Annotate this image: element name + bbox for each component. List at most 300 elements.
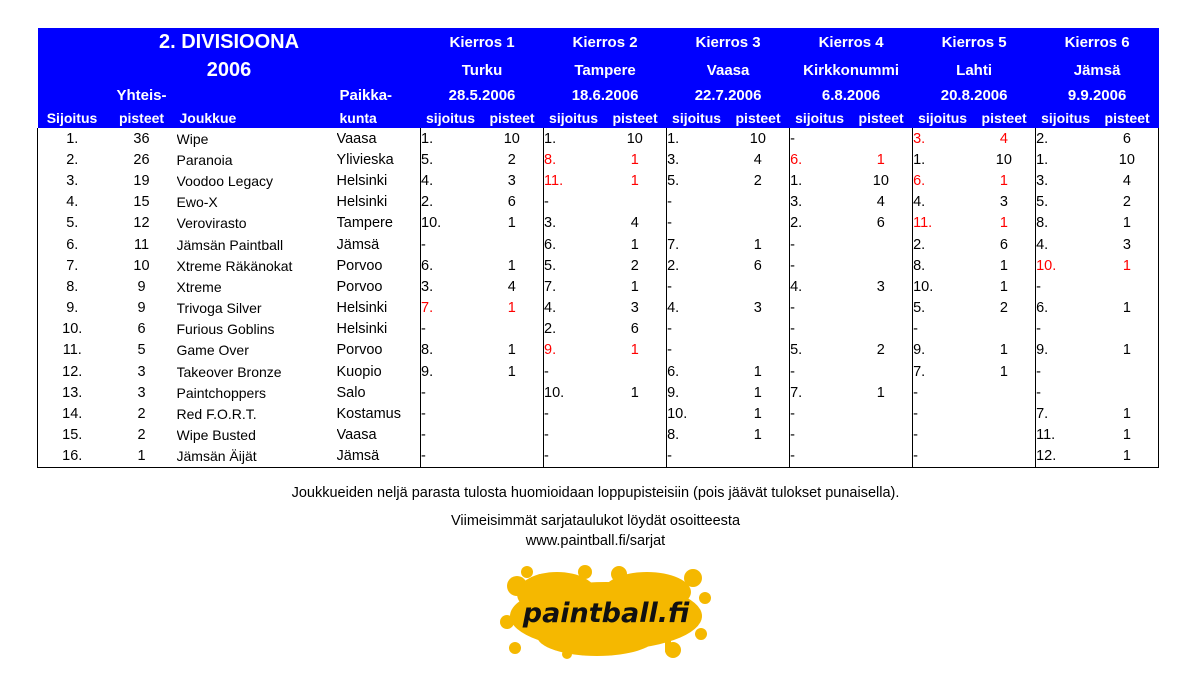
round-position-cell: - xyxy=(544,406,549,423)
round-position-cell: 4. xyxy=(544,300,557,317)
city-cell: Ylivieska xyxy=(337,149,421,170)
sub-points-label: pisteet xyxy=(850,107,913,128)
round-position-cell: 5. xyxy=(667,172,680,189)
round-position-cell: 2. xyxy=(1036,130,1049,147)
round-points-cell: 1 xyxy=(1096,446,1159,468)
round-position-cell: - xyxy=(544,363,549,380)
round-position-cell: 5. xyxy=(421,151,434,168)
logo-text: paintball.fi xyxy=(522,598,690,629)
round-position-cell: 4. xyxy=(667,300,680,317)
round-position-cell: - xyxy=(790,363,795,380)
round-place: Jämsä xyxy=(1036,56,1159,84)
division-title: 2. DIVISIOONA xyxy=(38,28,421,56)
round-position-cell: 10. xyxy=(913,278,934,295)
round-position-cell: 2. xyxy=(667,257,680,274)
round-points-cell xyxy=(973,382,1036,403)
col-total-label-1: Yhteis- xyxy=(107,84,177,107)
round-position-cell: - xyxy=(913,427,918,444)
city-cell: Jämsä xyxy=(337,234,421,255)
city-cell: Helsinki xyxy=(337,319,421,340)
round-position-cell: 5. xyxy=(544,257,557,274)
round-position-cell: - xyxy=(544,446,604,468)
round-place: Vaasa xyxy=(667,56,790,84)
round-points-cell xyxy=(1096,319,1159,340)
col-city-label-2: kunta xyxy=(337,107,421,128)
round-position-cell: 3. xyxy=(667,151,680,168)
round-position-cell: 11. xyxy=(913,215,933,232)
round-position-cell: - xyxy=(790,300,795,317)
team-name-cell: Ewo-X xyxy=(176,194,218,211)
team-name-cell: Red F.O.R.T. xyxy=(176,406,257,423)
round-position-cell: 5. xyxy=(1036,194,1049,211)
sub-points-label: pisteet xyxy=(1096,107,1159,128)
round-position-cell: 2. xyxy=(790,215,803,232)
total-points-cell: 9 xyxy=(137,300,146,317)
city-cell: Helsinki xyxy=(337,298,421,319)
round-position-cell: 10. xyxy=(544,384,565,401)
round-position-cell: - xyxy=(790,446,850,468)
team-name-cell: Takeover Bronze xyxy=(176,363,282,380)
round-points-cell: 10 xyxy=(727,128,790,149)
round-position-cell: 7. xyxy=(1036,406,1049,423)
round-place: Tampere xyxy=(544,56,667,84)
round-points-cell: 2 xyxy=(604,255,667,276)
round-points-cell xyxy=(850,361,913,382)
round-points-cell xyxy=(727,340,790,361)
round-points-cell: 1 xyxy=(604,382,667,403)
round-position-cell: - xyxy=(667,278,672,295)
footer-note: Joukkueiden neljä parasta tulosta huomioidaan loppupisteisiin (pois jäävät tulokset punaisella). xyxy=(291,485,900,501)
round-position-cell: 1. xyxy=(1036,151,1049,168)
round-position-cell: 3. xyxy=(790,194,803,211)
round-position-cell: 7. xyxy=(790,384,803,401)
round-position-cell: 2. xyxy=(544,321,557,338)
city-cell: Porvoo xyxy=(337,255,421,276)
total-points-cell: 1 xyxy=(107,446,177,468)
table-row xyxy=(38,382,1159,403)
round-position-cell: 7. xyxy=(913,363,926,380)
round-points-cell xyxy=(850,446,913,468)
round-name: Kierros 6 xyxy=(1036,28,1159,56)
round-points-cell xyxy=(1096,382,1159,403)
round-points-cell: 1 xyxy=(850,382,913,403)
round-points-cell xyxy=(727,192,790,213)
round-place: Turku xyxy=(421,56,544,84)
round-position-cell: - xyxy=(1036,384,1041,401)
round-position-cell: 3. xyxy=(1036,172,1049,189)
sub-position-label: sijoitus xyxy=(913,107,973,128)
total-points-cell: 10 xyxy=(133,257,150,274)
round-position-cell: - xyxy=(544,194,549,211)
paintball-logo xyxy=(497,564,715,660)
round-position-cell: 8. xyxy=(1036,215,1049,232)
sub-points-label: pisteet xyxy=(973,107,1036,128)
round-position-cell: 10. xyxy=(1036,257,1057,274)
city-cell: Helsinki xyxy=(337,170,421,191)
round-position-cell: - xyxy=(421,446,481,468)
round-position-cell: - xyxy=(667,321,672,338)
footer-link-text: Viimeisimmät sarjataulukot löydät osoitteesta xyxy=(450,513,741,529)
round-position-cell: 9. xyxy=(421,363,434,380)
round-position-cell: 1. xyxy=(667,130,680,147)
round-points-cell: 1 xyxy=(973,170,1036,191)
round-points-cell xyxy=(850,128,913,149)
round-date: 18.6.2006 xyxy=(544,84,667,107)
position-cell: 15. xyxy=(38,425,107,446)
round-position-cell: 4. xyxy=(1036,236,1049,253)
col-position-label: Sijoitus xyxy=(38,107,107,128)
header-spacer xyxy=(177,84,337,107)
round-points-cell: 1 xyxy=(727,403,790,424)
round-points-cell xyxy=(481,446,544,468)
round-points-cell: 1 xyxy=(973,340,1036,361)
team-name-cell: Jämsän Paintball xyxy=(176,236,284,253)
round-position-cell: 9. xyxy=(1036,342,1049,359)
round-position-cell: - xyxy=(790,406,795,423)
round-position-cell: 1. xyxy=(790,172,803,189)
round-position-cell: 6. xyxy=(667,363,680,380)
position-cell: 5. xyxy=(38,213,107,234)
round-position-cell: - xyxy=(544,427,549,444)
sub-position-label: sijoitus xyxy=(421,107,481,128)
round-position-cell: 3. xyxy=(421,278,434,295)
round-position-cell: 2. xyxy=(421,194,434,211)
round-position-cell: 11. xyxy=(544,172,564,189)
table-row xyxy=(38,276,1159,297)
round-position-cell: - xyxy=(1036,278,1041,295)
table-row xyxy=(38,425,1159,446)
round-name: Kierros 4 xyxy=(790,28,913,56)
round-position-cell: - xyxy=(421,321,426,338)
round-position-cell: 6. xyxy=(913,172,926,189)
round-points-cell: 4 xyxy=(481,276,544,297)
round-points-cell: 1 xyxy=(1096,403,1159,424)
round-position-cell: - xyxy=(790,321,795,338)
total-points-cell: 15 xyxy=(133,194,150,211)
round-position-cell: 4. xyxy=(790,278,803,295)
round-points-cell xyxy=(481,403,544,424)
round-points-cell: 4 xyxy=(727,149,790,170)
team-name-cell: Jämsän Äijät xyxy=(177,446,337,468)
total-points-cell: 3 xyxy=(137,363,146,380)
round-points-cell: 4 xyxy=(850,192,913,213)
round-points-cell xyxy=(1096,361,1159,382)
round-points-cell: 3 xyxy=(727,298,790,319)
round-position-cell: 5. xyxy=(790,342,803,359)
round-points-cell: 4 xyxy=(973,128,1036,149)
position-cell: 1. xyxy=(38,128,107,149)
round-points-cell: 1 xyxy=(604,149,667,170)
round-date: 28.5.2006 xyxy=(421,84,544,107)
round-points-cell xyxy=(727,213,790,234)
round-points-cell: 1 xyxy=(850,149,913,170)
city-cell: Salo xyxy=(337,382,421,403)
round-points-cell xyxy=(850,425,913,446)
season-year: 2006 xyxy=(38,56,421,84)
position-cell: 4. xyxy=(38,192,107,213)
city-cell: Vaasa xyxy=(337,128,421,149)
total-points-cell: 36 xyxy=(133,130,150,147)
round-points-cell: 1 xyxy=(604,234,667,255)
round-points-cell: 6 xyxy=(973,234,1036,255)
round-points-cell: 1 xyxy=(973,276,1036,297)
round-position-cell: 6. xyxy=(421,257,434,274)
round-points-cell: 2 xyxy=(1096,192,1159,213)
round-points-cell xyxy=(481,234,544,255)
round-position-cell: - xyxy=(1036,363,1041,380)
city-cell: Kuopio xyxy=(337,361,421,382)
round-position-cell: 7. xyxy=(667,236,680,253)
round-points-cell: 4 xyxy=(1096,170,1159,191)
round-position-cell: 1. xyxy=(544,130,557,147)
round-points-cell: 3 xyxy=(973,192,1036,213)
footer-url: www.paintball.fi/sarjat xyxy=(525,533,666,549)
total-points-cell: 19 xyxy=(133,172,150,189)
round-points-cell: 1 xyxy=(727,234,790,255)
round-position-cell: 9. xyxy=(913,342,926,359)
team-name-cell: Paranoia xyxy=(176,151,233,168)
round-name: Kierros 2 xyxy=(544,28,667,56)
round-position-cell: 7. xyxy=(421,300,434,317)
total-points-cell: 6 xyxy=(137,321,146,338)
round-points-cell: 1 xyxy=(481,340,544,361)
round-points-cell xyxy=(1096,276,1159,297)
position-cell: 12. xyxy=(38,361,107,382)
round-position-cell: - xyxy=(421,406,426,423)
team-name-cell: Wipe Busted xyxy=(176,427,256,444)
round-points-cell: 1 xyxy=(604,340,667,361)
round-position-cell: 9. xyxy=(667,384,680,401)
position-cell: 6. xyxy=(38,234,107,255)
round-points-cell: 10 xyxy=(973,149,1036,170)
position-cell: 14. xyxy=(38,403,107,424)
round-position-cell: 3. xyxy=(544,215,557,232)
round-points-cell xyxy=(973,425,1036,446)
round-points-cell: 3 xyxy=(1096,234,1159,255)
col-city-label-1: Paikka- xyxy=(337,84,421,107)
round-points-cell xyxy=(604,425,667,446)
round-points-cell xyxy=(727,446,790,468)
total-points-cell: 2 xyxy=(137,406,146,423)
city-cell: Jämsä xyxy=(337,446,421,468)
city-cell: Porvoo xyxy=(337,276,421,297)
round-points-cell: 3 xyxy=(850,276,913,297)
city-cell: Tampere xyxy=(337,213,421,234)
round-position-cell: 6. xyxy=(544,236,557,253)
team-name-cell: Trivoga Silver xyxy=(176,300,262,317)
round-position-cell: - xyxy=(913,406,918,423)
position-cell: 16. xyxy=(38,446,107,468)
round-points-cell: 6 xyxy=(1096,128,1159,149)
round-position-cell: 5. xyxy=(913,300,926,317)
round-points-cell xyxy=(481,425,544,446)
team-name-cell: Verovirasto xyxy=(176,215,247,232)
round-points-cell: 1 xyxy=(1096,298,1159,319)
city-cell: Porvoo xyxy=(337,340,421,361)
round-points-cell: 10 xyxy=(850,170,913,191)
sub-position-label: sijoitus xyxy=(544,107,604,128)
position-cell: 9. xyxy=(38,298,107,319)
round-points-cell: 1 xyxy=(1096,213,1159,234)
round-points-cell: 10 xyxy=(481,128,544,149)
round-position-cell: - xyxy=(421,427,426,444)
sub-position-label: sijoitus xyxy=(790,107,850,128)
round-position-cell: 4. xyxy=(421,172,434,189)
round-points-cell xyxy=(850,319,913,340)
total-points-cell: 3 xyxy=(137,384,146,401)
round-points-cell: 6 xyxy=(604,319,667,340)
table-row xyxy=(38,192,1159,213)
round-date: 9.9.2006 xyxy=(1036,84,1159,107)
table-body xyxy=(38,128,1159,468)
team-name-cell: Paintchoppers xyxy=(176,384,267,401)
position-cell: 2. xyxy=(38,149,107,170)
position-cell: 11. xyxy=(38,340,107,361)
round-position-cell: - xyxy=(421,384,426,401)
round-points-cell xyxy=(727,276,790,297)
team-name-cell: Xtreme Räkänokat xyxy=(176,257,293,274)
round-position-cell: 2. xyxy=(913,236,926,253)
round-points-cell: 1 xyxy=(727,361,790,382)
standings-table xyxy=(37,28,1159,468)
sub-position-label: sijoitus xyxy=(1036,107,1096,128)
table-row xyxy=(38,340,1159,361)
round-points-cell xyxy=(850,255,913,276)
round-points-cell xyxy=(973,403,1036,424)
round-position-cell: - xyxy=(1036,321,1041,338)
round-points-cell: 1 xyxy=(973,213,1036,234)
total-points-cell: 5 xyxy=(137,342,146,359)
round-points-cell: 1 xyxy=(604,276,667,297)
round-points-cell xyxy=(850,403,913,424)
round-points-cell: 1 xyxy=(973,255,1036,276)
round-points-cell: 1 xyxy=(1096,425,1159,446)
round-position-cell: - xyxy=(667,215,672,232)
round-position-cell: 9. xyxy=(544,342,557,359)
team-name-cell: Voodoo Legacy xyxy=(176,172,274,189)
round-position-cell: 6. xyxy=(1036,300,1049,317)
round-position-cell: 8. xyxy=(667,427,680,444)
round-position-cell: - xyxy=(913,321,918,338)
round-points-cell: 4 xyxy=(604,213,667,234)
round-position-cell: - xyxy=(667,342,672,359)
sub-points-label: pisteet xyxy=(481,107,544,128)
round-points-cell: 3 xyxy=(481,170,544,191)
round-date: 6.8.2006 xyxy=(790,84,913,107)
round-points-cell xyxy=(727,319,790,340)
round-points-cell xyxy=(850,234,913,255)
round-points-cell: 6 xyxy=(850,213,913,234)
round-points-cell: 10 xyxy=(1096,149,1159,170)
round-points-cell: 10 xyxy=(604,128,667,149)
round-position-cell: 8. xyxy=(421,342,434,359)
round-position-cell: 1. xyxy=(913,151,926,168)
table-row xyxy=(38,255,1159,276)
round-place: Lahti xyxy=(913,56,1036,84)
round-position-cell: 10. xyxy=(421,215,442,232)
round-points-cell: 1 xyxy=(1096,340,1159,361)
table-row xyxy=(38,361,1159,382)
round-points-cell: 2 xyxy=(727,170,790,191)
round-points-cell xyxy=(481,382,544,403)
round-position-cell: 8. xyxy=(913,257,926,274)
team-name-cell: Game Over xyxy=(176,342,249,359)
round-date: 20.8.2006 xyxy=(913,84,1036,107)
table-row xyxy=(38,446,1159,468)
round-position-cell: 8. xyxy=(544,151,557,168)
round-position-cell: - xyxy=(667,446,727,468)
round-points-cell xyxy=(973,319,1036,340)
round-position-cell: - xyxy=(790,427,795,444)
table-row xyxy=(38,149,1159,170)
col-team-label: Joukkue xyxy=(177,107,337,128)
city-cell: Helsinki xyxy=(337,192,421,213)
position-cell: 7. xyxy=(38,255,107,276)
round-points-cell: 2 xyxy=(973,298,1036,319)
position-cell: 13. xyxy=(38,382,107,403)
table-row xyxy=(38,234,1159,255)
round-points-cell: 2 xyxy=(850,340,913,361)
team-name-cell: Furious Goblins xyxy=(176,321,275,338)
round-position-cell: 4. xyxy=(913,194,926,211)
round-points-cell xyxy=(604,192,667,213)
total-points-cell: 26 xyxy=(133,151,150,168)
round-points-cell: 1 xyxy=(481,298,544,319)
city-cell: Kostamus xyxy=(337,403,421,424)
position-cell: 3. xyxy=(38,170,107,191)
total-points-cell: 11 xyxy=(133,236,150,253)
header-spacer xyxy=(38,84,107,107)
total-points-cell: 2 xyxy=(137,427,146,444)
round-position-cell: - xyxy=(790,257,795,274)
round-points-cell: 3 xyxy=(604,298,667,319)
round-position-cell: - xyxy=(913,384,918,401)
round-position-cell: 1. xyxy=(421,130,434,147)
total-points-cell: 9 xyxy=(137,278,146,295)
table-row xyxy=(38,170,1159,191)
city-cell: Vaasa xyxy=(337,425,421,446)
round-points-cell: 6 xyxy=(481,192,544,213)
round-points-cell: 1 xyxy=(481,361,544,382)
round-position-cell: 12. xyxy=(1036,446,1096,468)
round-points-cell xyxy=(604,403,667,424)
sub-points-label: pisteet xyxy=(727,107,790,128)
col-total-label-2: pisteet xyxy=(107,107,177,128)
table-row xyxy=(38,403,1159,424)
table-header xyxy=(38,28,1159,128)
round-points-cell: 1 xyxy=(727,425,790,446)
round-position-cell: 3. xyxy=(913,130,926,147)
total-points-cell: 12 xyxy=(133,215,150,232)
round-points-cell: 1 xyxy=(973,361,1036,382)
table-row xyxy=(38,128,1159,149)
table-row xyxy=(38,298,1159,319)
round-points-cell xyxy=(481,319,544,340)
round-points-cell: 1 xyxy=(604,170,667,191)
position-cell: 10. xyxy=(38,319,107,340)
round-position-cell: - xyxy=(790,236,795,253)
position-cell: 8. xyxy=(38,276,107,297)
round-points-cell: 1 xyxy=(1096,255,1159,276)
sub-position-label: sijoitus xyxy=(667,107,727,128)
team-name-cell: Wipe xyxy=(176,130,209,147)
round-points-cell: 1 xyxy=(481,213,544,234)
round-points-cell xyxy=(604,446,667,468)
round-name: Kierros 1 xyxy=(421,28,544,56)
round-name: Kierros 3 xyxy=(667,28,790,56)
round-points-cell: 1 xyxy=(727,382,790,403)
round-position-cell: 6. xyxy=(790,151,803,168)
